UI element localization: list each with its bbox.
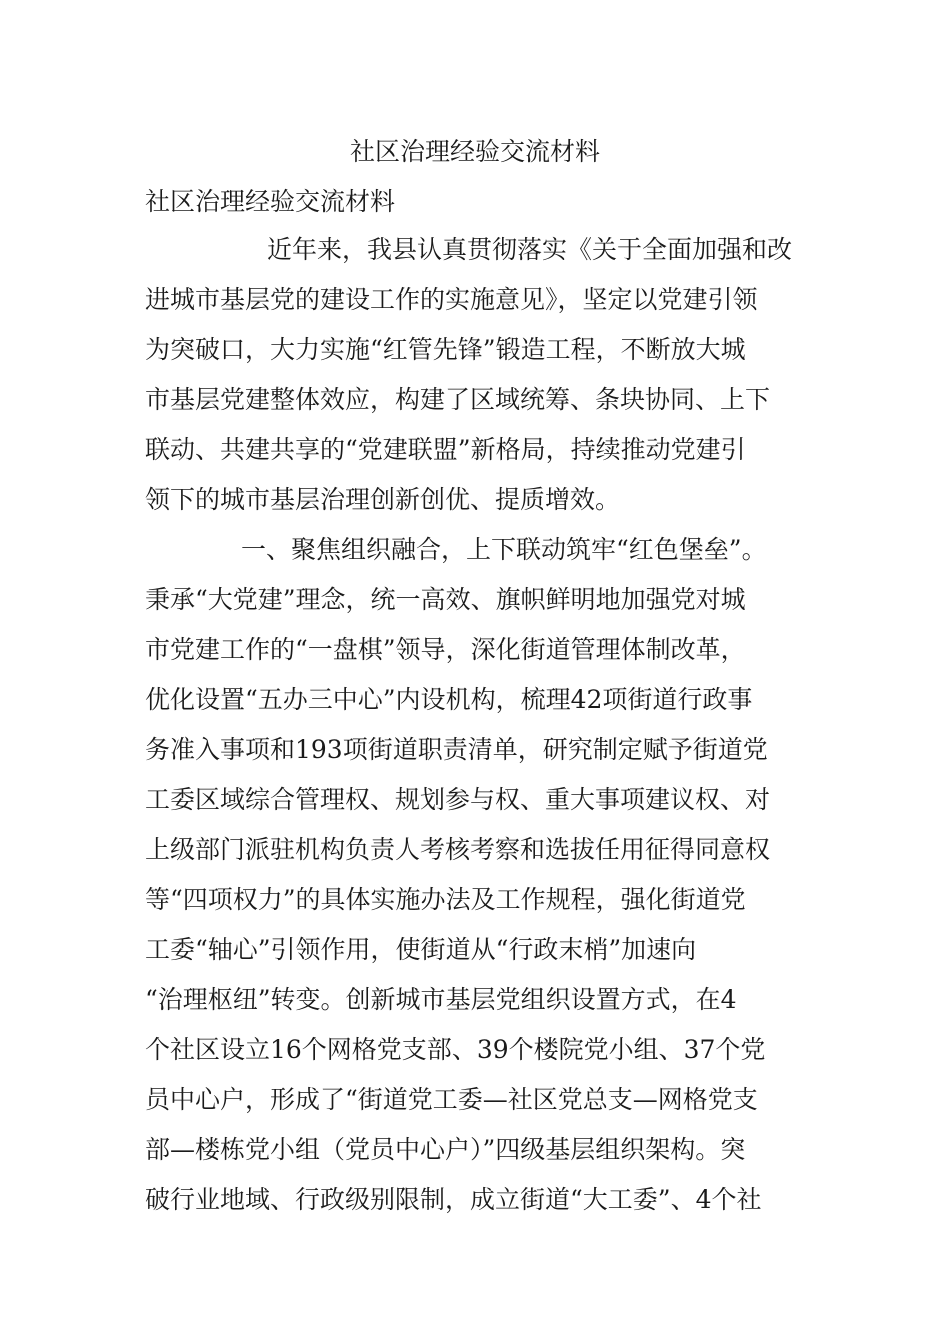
paragraph-line: 工委区域综合管理权、规划参与权、重大事项建议权、对 xyxy=(145,785,771,814)
paragraph-line: 个社区设立16个网格党支部、39个楼院党小组、37个党 xyxy=(145,1035,766,1064)
paragraph-line: 部—楼栋党小组（党员中心户）”四级基层组织架构。突 xyxy=(145,1135,746,1164)
paragraph-line: 破行业地域、行政级别限制，成立街道“大工委”、4个社 xyxy=(145,1185,762,1214)
document-body xyxy=(145,230,810,1230)
paragraph-line: 工委“轴心”引领作用，使街道从“行政末梢”加速向 xyxy=(145,935,697,964)
paragraph-line: 近年来，我县认真贯彻落实《关于全面加强和改 xyxy=(267,235,793,264)
document-title: 社区治理经验交流材料 xyxy=(349,137,600,166)
paragraph-line: 员中心户，形成了“街道党工委—社区党总支—网格党支 xyxy=(145,1085,758,1114)
paragraph-line: 务准入事项和193项街道职责清单，研究制定赋予街道党 xyxy=(145,735,768,764)
paragraph-line: 市党建工作的“一盘棋”领导，深化街道管理体制改革， xyxy=(145,635,746,664)
section-heading-line: 一、聚焦组织融合，上下联动筑牢“红色堡垒”。 xyxy=(241,535,767,564)
paragraph-line: 领下的城市基层治理创新创优、提质增效。 xyxy=(145,485,621,514)
paragraph-line: 联动、共建共享的“党建联盟”新格局，持续推动党建引 xyxy=(145,435,746,464)
paragraph-line: “治理枢纽”转变。创新城市基层党组织设置方式，在4 xyxy=(145,985,737,1014)
paragraph-line: 秉承“大党建”理念，统一高效、旗帜鲜明地加强党对城 xyxy=(145,585,746,614)
paragraph-line: 进城市基层党的建设工作的实施意见》，坚定以党建引领 xyxy=(145,285,758,314)
paragraph-line: 等“四项权力”的具体实施办法及工作规程，强化街道党 xyxy=(145,885,746,914)
paragraph-line: 优化设置“五办三中心”内设机构，梳理42项街道行政事 xyxy=(145,685,753,714)
paragraph-line: 上级部门派驻机构负责人考核考察和选拔任用征得同意权 xyxy=(145,835,771,864)
paragraph-line: 市基层党建整体效应，构建了区域统筹、条块协同、上下 xyxy=(145,385,771,414)
document-subtitle: 社区治理经验交流材料 xyxy=(145,187,396,216)
paragraph-line: 为突破口，大力实施“红管先锋”锻造工程，不断放大城 xyxy=(145,335,746,364)
